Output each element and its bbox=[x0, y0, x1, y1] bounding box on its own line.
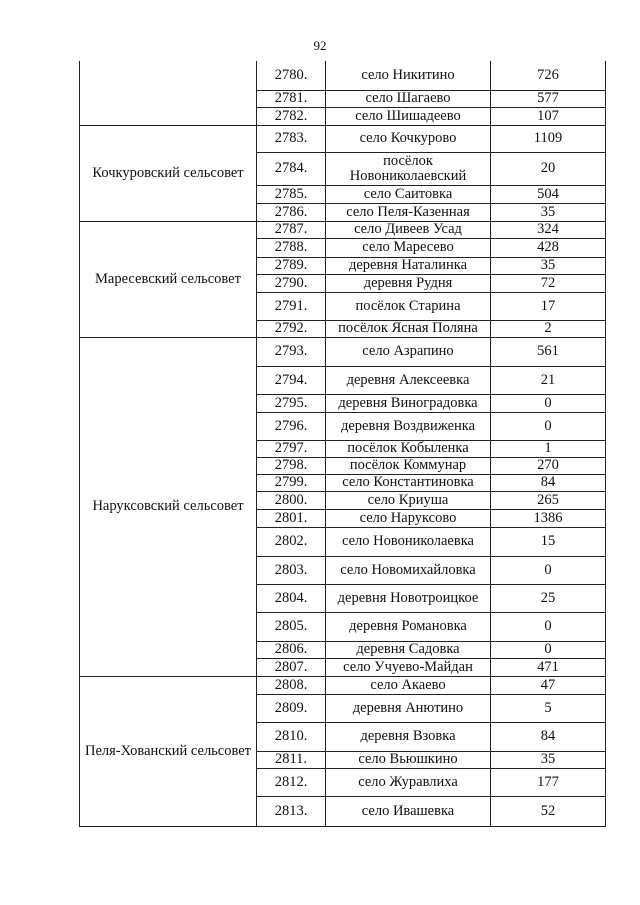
settlement-name: деревня Новотроицкое bbox=[326, 584, 491, 612]
population: 0 bbox=[491, 612, 606, 641]
settlement-name: посёлок Коммунар bbox=[326, 457, 491, 474]
settlement-name: село Криуша bbox=[326, 491, 491, 509]
table-row bbox=[80, 337, 606, 366]
settlement-name: деревня Анютино bbox=[326, 694, 491, 722]
council-name: Пеля-Хованский сельсовет bbox=[80, 676, 257, 826]
population: 270 bbox=[491, 457, 606, 474]
row-number: 2804. bbox=[257, 584, 326, 612]
row-number: 2789. bbox=[257, 257, 326, 274]
row-number: 2808. bbox=[257, 676, 326, 694]
population: 0 bbox=[491, 412, 606, 440]
population: 726 bbox=[491, 61, 606, 90]
row-number: 2810. bbox=[257, 722, 326, 751]
population: 177 bbox=[491, 768, 606, 796]
settlement-name: посёлок Новониколаевский bbox=[326, 152, 491, 185]
settlement-name: село Азрапино bbox=[326, 337, 491, 366]
population: 265 bbox=[491, 491, 606, 509]
settlement-name: деревня Романовка bbox=[326, 612, 491, 641]
row-number: 2781. bbox=[257, 90, 326, 107]
settlement-name: село Журавлиха bbox=[326, 768, 491, 796]
row-number: 2790. bbox=[257, 274, 326, 292]
settlement-name: село Дивеев Усад bbox=[326, 221, 491, 238]
settlement-name: деревня Рудня bbox=[326, 274, 491, 292]
population: 21 bbox=[491, 366, 606, 394]
population: 561 bbox=[491, 337, 606, 366]
settlement-name: посёлок Старина bbox=[326, 292, 491, 320]
population: 324 bbox=[491, 221, 606, 238]
row-number: 2780. bbox=[257, 61, 326, 90]
settlement-name: село Шишадеево bbox=[326, 107, 491, 125]
row-number: 2802. bbox=[257, 527, 326, 556]
table-row bbox=[80, 221, 606, 238]
row-number: 2797. bbox=[257, 440, 326, 457]
row-number: 2803. bbox=[257, 556, 326, 584]
table-row bbox=[80, 61, 606, 90]
population: 72 bbox=[491, 274, 606, 292]
population: 25 bbox=[491, 584, 606, 612]
row-number: 2787. bbox=[257, 221, 326, 238]
population: 15 bbox=[491, 527, 606, 556]
row-number: 2793. bbox=[257, 337, 326, 366]
council-name: Наруксовский сельсовет bbox=[80, 337, 257, 676]
settlements-table bbox=[79, 61, 606, 827]
settlement-name: село Кочкурово bbox=[326, 125, 491, 152]
population: 428 bbox=[491, 238, 606, 257]
settlement-name: село Наруксово bbox=[326, 509, 491, 527]
row-number: 2811. bbox=[257, 751, 326, 768]
population: 17 bbox=[491, 292, 606, 320]
population: 471 bbox=[491, 658, 606, 676]
settlement-name: село Саитовка bbox=[326, 185, 491, 203]
row-number: 2791. bbox=[257, 292, 326, 320]
settlement-name: деревня Воздвиженка bbox=[326, 412, 491, 440]
settlement-name: деревня Взовка bbox=[326, 722, 491, 751]
settlement-name: село Акаево bbox=[326, 676, 491, 694]
council-name: Кочкуровский сельсовет bbox=[80, 125, 257, 221]
population: 1 bbox=[491, 440, 606, 457]
page-number: 92 bbox=[313, 38, 327, 53]
settlement-name: село Шагаево bbox=[326, 90, 491, 107]
settlement-name: деревня Садовка bbox=[326, 641, 491, 658]
settlement-name: деревня Виноградовка bbox=[326, 394, 491, 412]
row-number: 2799. bbox=[257, 474, 326, 491]
settlement-name: село Ивашевка bbox=[326, 796, 491, 826]
row-number: 2801. bbox=[257, 509, 326, 527]
settlement-name: село Вьюшкино bbox=[326, 751, 491, 768]
row-number: 2783. bbox=[257, 125, 326, 152]
settlement-name: посёлок Ясная Поляна bbox=[326, 320, 491, 337]
settlement-name: село Никитино bbox=[326, 61, 491, 90]
settlement-name: деревня Наталинка bbox=[326, 257, 491, 274]
population: 0 bbox=[491, 556, 606, 584]
settlement-name: село Учуево-Майдан bbox=[326, 658, 491, 676]
population: 5 bbox=[491, 694, 606, 722]
row-number: 2788. bbox=[257, 238, 326, 257]
population: 2 bbox=[491, 320, 606, 337]
row-number: 2786. bbox=[257, 203, 326, 221]
settlement-name: посёлок Кобыленка bbox=[326, 440, 491, 457]
population: 0 bbox=[491, 641, 606, 658]
row-number: 2806. bbox=[257, 641, 326, 658]
table-row bbox=[80, 676, 606, 694]
table-row bbox=[80, 125, 606, 152]
row-number: 2805. bbox=[257, 612, 326, 641]
row-number: 2798. bbox=[257, 457, 326, 474]
row-number: 2813. bbox=[257, 796, 326, 826]
settlement-name: село Новониколаевка bbox=[326, 527, 491, 556]
council-name: Маресевский сельсовет bbox=[80, 221, 257, 337]
population: 20 bbox=[491, 152, 606, 185]
population: 504 bbox=[491, 185, 606, 203]
population: 84 bbox=[491, 474, 606, 491]
settlement-name: село Новомихайловка bbox=[326, 556, 491, 584]
population: 1386 bbox=[491, 509, 606, 527]
table-body bbox=[80, 61, 606, 826]
row-number: 2807. bbox=[257, 658, 326, 676]
settlement-name: деревня Алексеевка bbox=[326, 366, 491, 394]
row-number: 2809. bbox=[257, 694, 326, 722]
population: 107 bbox=[491, 107, 606, 125]
row-number: 2812. bbox=[257, 768, 326, 796]
population: 1109 bbox=[491, 125, 606, 152]
settlement-name: село Пеля-Казенная bbox=[326, 203, 491, 221]
settlement-name: село Константиновка bbox=[326, 474, 491, 491]
population: 35 bbox=[491, 203, 606, 221]
row-number: 2800. bbox=[257, 491, 326, 509]
population: 0 bbox=[491, 394, 606, 412]
row-number: 2796. bbox=[257, 412, 326, 440]
population: 84 bbox=[491, 722, 606, 751]
population: 47 bbox=[491, 676, 606, 694]
settlement-name: село Маресево bbox=[326, 238, 491, 257]
population: 35 bbox=[491, 257, 606, 274]
population: 577 bbox=[491, 90, 606, 107]
population: 52 bbox=[491, 796, 606, 826]
population: 35 bbox=[491, 751, 606, 768]
row-number: 2785. bbox=[257, 185, 326, 203]
row-number: 2795. bbox=[257, 394, 326, 412]
row-number: 2784. bbox=[257, 152, 326, 185]
row-number: 2782. bbox=[257, 107, 326, 125]
row-number: 2794. bbox=[257, 366, 326, 394]
council-name bbox=[80, 61, 257, 125]
row-number: 2792. bbox=[257, 320, 326, 337]
